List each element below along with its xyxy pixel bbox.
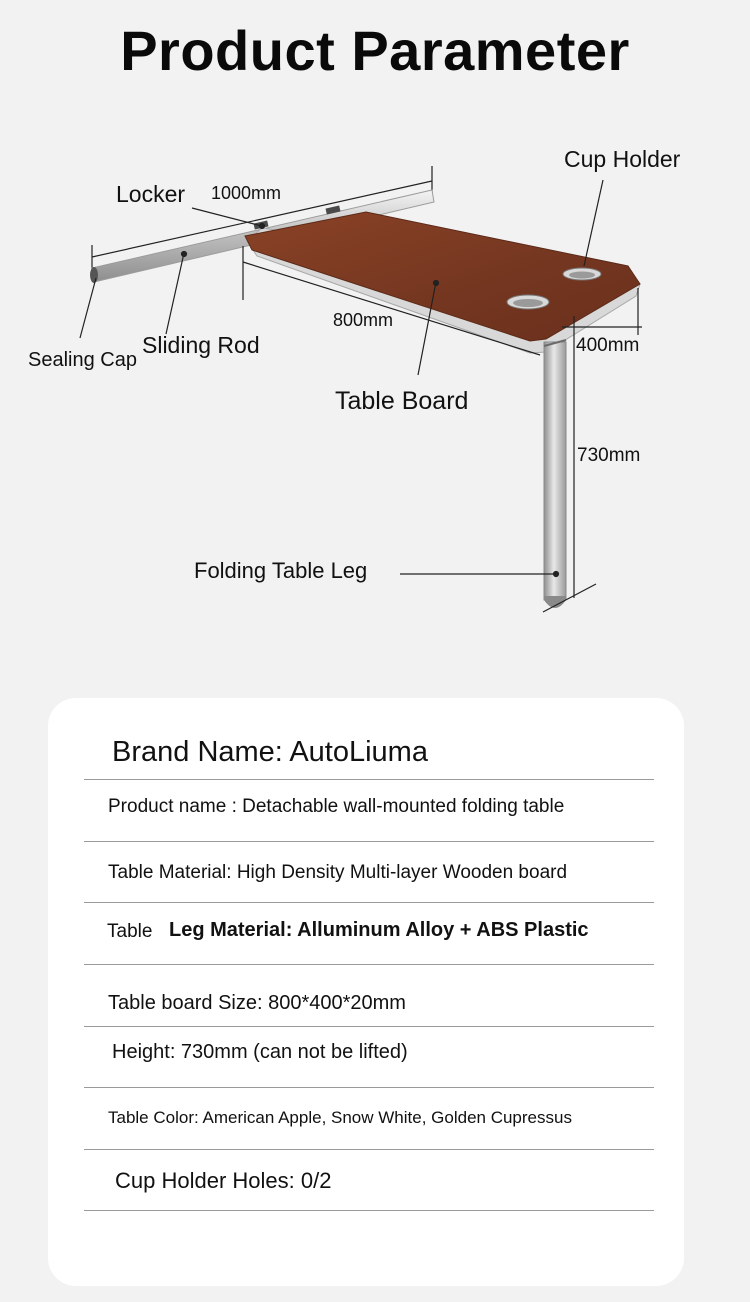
product-name-text: Product name : Detachable wall-mounted folding table <box>108 796 565 817</box>
sealing-cap-label: Sealing Cap <box>28 349 137 371</box>
length-1000-label: 1000mm <box>211 183 282 203</box>
height-730-label: 730mm <box>577 445 641 466</box>
folding-table-leg <box>544 340 566 608</box>
spec-row-leg-material <box>84 903 654 965</box>
table-board <box>245 212 640 353</box>
spec-row-table-material <box>84 842 654 903</box>
cup-holder-label: Cup Holder <box>564 146 681 172</box>
brand-name-text: Brand Name: AutoLiuma <box>112 736 428 768</box>
spec-row-product-name <box>84 780 654 842</box>
folding-leg-label: Folding Table Leg <box>194 558 368 583</box>
cup-holes-text: Cup Holder Holes: 0/2 <box>115 1168 332 1193</box>
table-material-text: Table Material: High Density Multi-layer Wooden board <box>108 862 568 883</box>
spec-card <box>48 698 684 1286</box>
color-text: Table Color: American Apple, Snow White, Golden Cupressus <box>108 1108 572 1127</box>
spec-row-color <box>84 1088 654 1150</box>
board-size-text: Table board Size: 800*400*20mm <box>108 992 406 1014</box>
spec-row-height <box>84 1027 654 1088</box>
leg-material-text: Leg Material: Alluminum Alloy + ABS Plastic <box>169 919 589 941</box>
page-title: Product Parameter <box>120 19 630 82</box>
width-400-label: 400mm <box>576 335 640 356</box>
spec-row-brand <box>84 718 654 780</box>
leg-prefix-text: Table <box>107 921 153 942</box>
sliding-rod-label: Sliding Rod <box>142 332 260 358</box>
table-board-label: Table Board <box>335 387 469 415</box>
spec-row-board-size <box>84 965 654 1027</box>
spec-row-cup-holes <box>84 1150 654 1211</box>
length-800-label: 800mm <box>333 310 394 330</box>
locker-label: Locker <box>116 181 186 207</box>
height-text: Height: 730mm (can not be lifted) <box>112 1041 408 1063</box>
